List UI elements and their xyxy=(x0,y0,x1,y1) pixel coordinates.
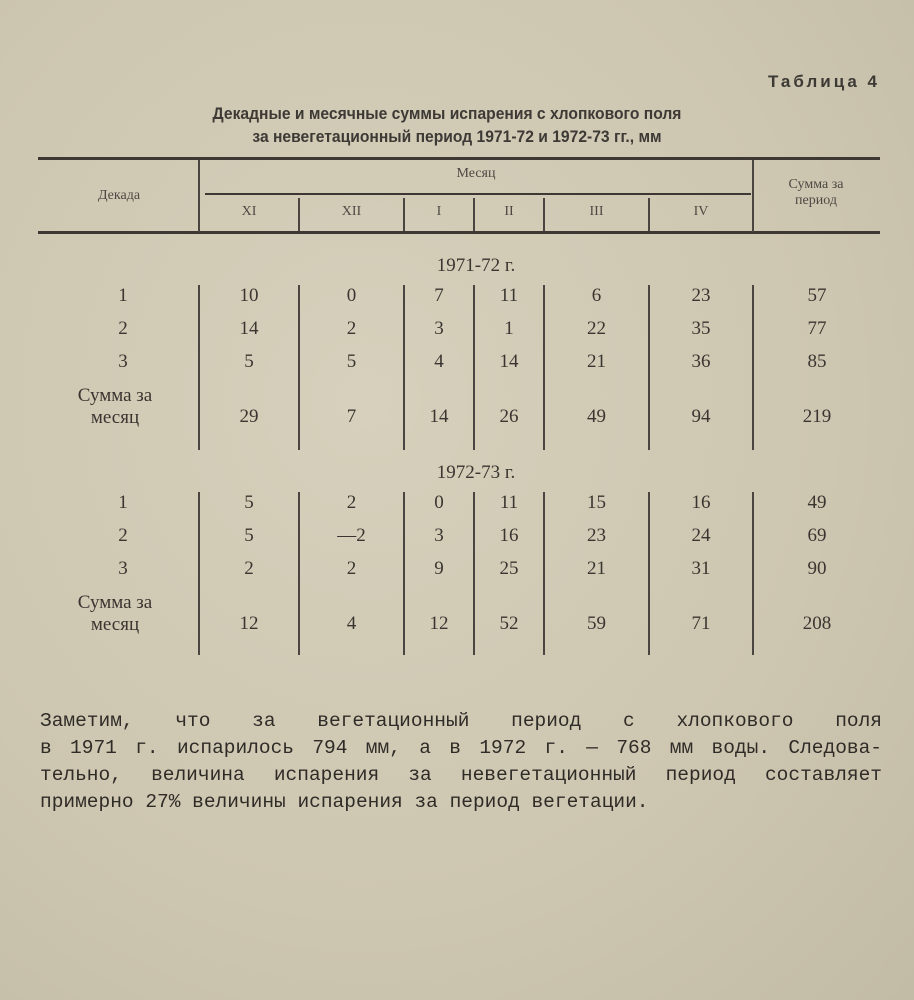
table-cell: 24 xyxy=(691,525,711,546)
table-cell: 5 xyxy=(244,492,254,513)
table-cell: 7 xyxy=(434,285,444,306)
month-group-rule xyxy=(205,193,751,195)
table-cell: 85 xyxy=(807,351,827,372)
sum-cell: 14 xyxy=(429,406,449,427)
table-cell: 90 xyxy=(807,558,827,579)
paragraph-line: тельно, величина испарения за невегетационный период составляет xyxy=(40,764,882,786)
sum-label-line-1: Сумма за xyxy=(77,385,153,406)
sum-cell: 12 xyxy=(429,613,449,634)
table-cell: 2 xyxy=(346,558,357,579)
sum-cell: 29 xyxy=(239,406,259,427)
sum-cell: 71 xyxy=(691,613,711,634)
table-cell: 5 xyxy=(346,351,357,372)
table-cell: 0 xyxy=(434,492,444,513)
table-cell: 3 xyxy=(434,318,444,339)
table-cell: 2 xyxy=(244,558,254,579)
year-heading: 1972-73 г. xyxy=(436,462,516,483)
header-month-4: III xyxy=(589,204,604,219)
table-cell: 16 xyxy=(499,525,519,546)
table-cell: 23 xyxy=(587,525,606,546)
sum-label-line-1: Сумма за xyxy=(77,592,153,613)
decade-label: 1 xyxy=(118,492,128,513)
table-cell: 10 xyxy=(239,285,259,306)
paragraph-line: Заметим, что за вегетационный период с хлопкового поля xyxy=(40,710,882,732)
table-cell: 49 xyxy=(807,492,827,513)
table-cell: 23 xyxy=(691,285,711,306)
header-total xyxy=(752,177,880,209)
sum-cell: 12 xyxy=(239,613,259,634)
year-heading: 1971-72 г. xyxy=(436,255,516,276)
table-cell: —2 xyxy=(337,525,366,546)
sum-cell: 94 xyxy=(691,406,711,427)
table-cell: 15 xyxy=(587,492,606,513)
table-cell: 31 xyxy=(691,558,711,579)
sum-cell: 59 xyxy=(587,613,606,634)
table-cell: 14 xyxy=(239,318,259,339)
sum-label-line-2: месяц xyxy=(90,614,140,635)
header-total-line-1: Сумма за xyxy=(788,177,844,192)
table-cell: 2 xyxy=(346,492,357,513)
header-month-2: I xyxy=(436,204,442,219)
table-cell: 57 xyxy=(807,285,827,306)
paragraph-line: примерно 27% величины испарения за период вегетации. xyxy=(40,791,649,813)
sum-cell: 26 xyxy=(499,406,519,427)
table-cell: 5 xyxy=(244,525,254,546)
table-number: Таблица 4 xyxy=(767,72,880,91)
decade-label: 3 xyxy=(118,558,128,579)
table-cell: 21 xyxy=(587,558,606,579)
table-title-line-2: за невегетационный период 1971-72 и 1972-73 гг., мм xyxy=(252,127,662,146)
table-cell: 11 xyxy=(499,492,519,513)
table-cell: 69 xyxy=(807,525,827,546)
decade-label: 2 xyxy=(118,318,128,339)
sum-cell: 7 xyxy=(346,406,357,427)
header-month-3: II xyxy=(504,204,514,219)
sum-cell: 52 xyxy=(499,613,519,634)
paragraph-line: в 1971 г. испарилось 794 мм, а в 1972 г. — 768 мм воды. Следова- xyxy=(40,737,882,759)
table-cell: 22 xyxy=(587,318,606,339)
table-cell: 35 xyxy=(691,318,711,339)
sum-label-line-2: месяц xyxy=(90,407,140,428)
table-title-line-1: Декадные и месячные суммы испарения с хлопкового поля xyxy=(212,104,682,123)
table-cell: 1 xyxy=(504,318,514,339)
decade-label: 2 xyxy=(118,525,128,546)
table-cell: 77 xyxy=(807,318,827,339)
header-bottom-rule xyxy=(38,231,880,234)
decade-label: 1 xyxy=(118,285,128,306)
table-cell: 2 xyxy=(346,318,357,339)
table-cell: 16 xyxy=(691,492,711,513)
table-cell: 3 xyxy=(434,525,444,546)
sum-cell: 49 xyxy=(587,406,606,427)
table-cell: 5 xyxy=(244,351,254,372)
table-cell: 21 xyxy=(587,351,606,372)
table-cell: 0 xyxy=(346,285,357,306)
table-cell: 14 xyxy=(499,351,519,372)
table-cell: 25 xyxy=(499,558,519,579)
table-cell: 9 xyxy=(434,558,444,579)
body-paragraph xyxy=(40,708,882,816)
header-month-5: IV xyxy=(693,204,709,219)
decade-label: 3 xyxy=(118,351,128,372)
sum-cell: 208 xyxy=(802,613,832,634)
table-cell: 6 xyxy=(591,285,602,306)
sum-cell: 4 xyxy=(346,613,357,634)
table-cell: 4 xyxy=(434,351,444,372)
table-cell: 36 xyxy=(691,351,711,372)
header-month-1: XII xyxy=(341,204,362,219)
sum-cell: 219 xyxy=(802,406,832,427)
header-month-0: XI xyxy=(241,204,257,219)
header-month-group: Месяц xyxy=(456,166,496,181)
header-decade: Декада xyxy=(97,188,141,203)
header-total-line-2: период xyxy=(795,193,837,208)
table-cell: 11 xyxy=(499,285,519,306)
table-top-rule xyxy=(38,157,880,160)
